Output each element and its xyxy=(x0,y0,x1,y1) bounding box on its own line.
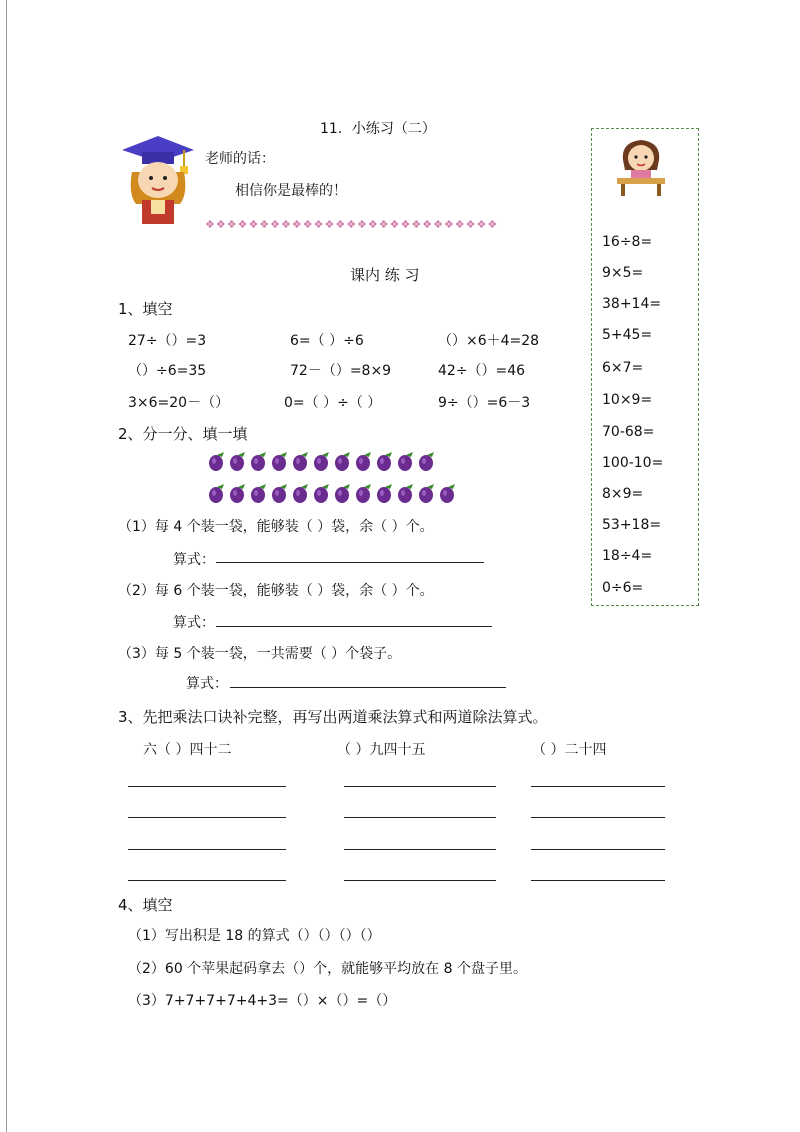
q4-item: （2）60 个苹果起码拿去（）个，就能够平均放在 8 个盘子里。 xyxy=(128,961,527,977)
student-at-desk-icon xyxy=(613,136,669,196)
section-heading: 课内 练 习 xyxy=(350,266,420,284)
answer-line[interactable] xyxy=(344,817,496,818)
q3-prompt: （ ）九四十五 xyxy=(337,742,426,758)
answer-line[interactable] xyxy=(344,786,496,787)
eggplant-icon xyxy=(333,450,353,472)
eggplant-icon xyxy=(417,482,437,504)
answer-line[interactable] xyxy=(230,687,506,688)
eggplant-icon xyxy=(249,450,269,472)
sidebar-item: 10×9= xyxy=(602,392,653,408)
eggplant-icon xyxy=(228,450,248,472)
q2-question: （1）每 4 个装一袋，能够装（ ）袋，余（ ）个。 xyxy=(118,519,434,535)
eggplant-icon xyxy=(375,482,395,504)
teacher-cartoon-icon xyxy=(118,128,198,228)
eggplant-icon xyxy=(228,482,248,504)
eggplant-icon xyxy=(354,482,374,504)
answer-line[interactable] xyxy=(216,626,492,627)
eggplant-icon xyxy=(333,482,353,504)
q3-prompt: （ ）二十四 xyxy=(532,742,607,758)
answer-line[interactable] xyxy=(344,849,496,850)
q1-cell: 6=（ ）÷6 xyxy=(290,333,364,349)
answer-line[interactable] xyxy=(531,880,665,881)
formula-label: 算式： xyxy=(173,552,215,568)
sidebar-item: 16÷8= xyxy=(602,234,653,250)
eggplant-icon xyxy=(270,482,290,504)
q4-item: （1）写出积是 18 的算式（）（）（）（） xyxy=(128,928,381,944)
q1-cell: 42÷（）=46 xyxy=(438,363,526,379)
q3-prompt: 六（ ）四十二 xyxy=(143,742,232,758)
answer-line[interactable] xyxy=(128,786,286,787)
teacher-label: 老师的话： xyxy=(205,151,275,167)
q2-question: （3）每 5 个装一袋，一共需要（ ）个袋子。 xyxy=(118,646,402,662)
eggplant-icon xyxy=(396,450,416,472)
eggplant-icon xyxy=(291,482,311,504)
answer-line[interactable] xyxy=(344,880,496,881)
eggplant-icon xyxy=(249,482,269,504)
eggplant-icon xyxy=(396,482,416,504)
q2-question: （2）每 6 个装一袋，能够装（ ）袋，余（ ）个。 xyxy=(118,583,434,599)
q1-heading: 1、填空 xyxy=(118,300,173,318)
q4-item: （3）7+7+7+7+4+3=（）×（）=（） xyxy=(128,993,397,1009)
q1-cell: 9÷（）=6－3 xyxy=(438,395,531,411)
eggplant-icon xyxy=(312,450,332,472)
answer-line[interactable] xyxy=(128,880,286,881)
eggplant-icon xyxy=(375,450,395,472)
q1-cell: 72－（）=8×9 xyxy=(290,363,392,379)
answer-line[interactable] xyxy=(531,817,665,818)
eggplant-icon xyxy=(417,450,437,472)
eggplant-icon xyxy=(354,450,374,472)
q1-cell: （）÷6=35 xyxy=(128,363,207,379)
eggplant-icon xyxy=(291,450,311,472)
answer-line[interactable] xyxy=(216,562,484,563)
sidebar-item: 38+14= xyxy=(602,296,662,312)
q2-heading: 2、分一分、填一填 xyxy=(118,425,248,443)
formula-label: 算式： xyxy=(186,676,228,692)
page-title: 11．小练习（二） xyxy=(320,121,436,137)
q1-cell: 27÷（）=3 xyxy=(128,333,207,349)
answer-line[interactable] xyxy=(531,849,665,850)
sidebar-item: 9×5= xyxy=(602,265,644,281)
page-edge xyxy=(6,0,7,1132)
answer-line[interactable] xyxy=(128,849,286,850)
q1-cell: 3×6=20－（） xyxy=(128,395,230,411)
sidebar-item: 6×7= xyxy=(602,360,644,376)
eggplant-icon xyxy=(438,482,458,504)
eggplant-icon xyxy=(207,482,227,504)
sidebar-item: 5+45= xyxy=(602,327,653,343)
answer-line[interactable] xyxy=(128,817,286,818)
eggplant-row xyxy=(207,450,438,472)
q4-heading: 4、填空 xyxy=(118,896,173,914)
q3-heading: 3、先把乘法口诀补完整，再写出两道乘法算式和两道除法算式。 xyxy=(118,708,548,726)
eggplant-icon xyxy=(312,482,332,504)
eggplant-row xyxy=(207,482,459,504)
sidebar-item: 100-10= xyxy=(602,455,664,471)
eggplant-icon xyxy=(207,450,227,472)
decorative-divider: ❖❖❖❖❖❖❖❖❖❖❖❖❖❖❖❖❖❖❖❖❖❖❖❖❖❖❖ xyxy=(205,218,499,231)
sidebar-item: 70-68= xyxy=(602,424,655,440)
sidebar-item: 18÷4= xyxy=(602,548,653,564)
q1-cell: 0=（ ）÷（ ） xyxy=(284,395,382,411)
sidebar-item: 0÷6= xyxy=(602,580,644,596)
q1-cell: （）×6＋4=28 xyxy=(438,333,540,349)
eggplant-icon xyxy=(270,450,290,472)
teacher-message: 相信你是最棒的！ xyxy=(235,183,347,199)
answer-line[interactable] xyxy=(531,786,665,787)
formula-label: 算式： xyxy=(173,615,215,631)
sidebar-item: 53+18= xyxy=(602,517,662,533)
sidebar-item: 8×9= xyxy=(602,486,644,502)
